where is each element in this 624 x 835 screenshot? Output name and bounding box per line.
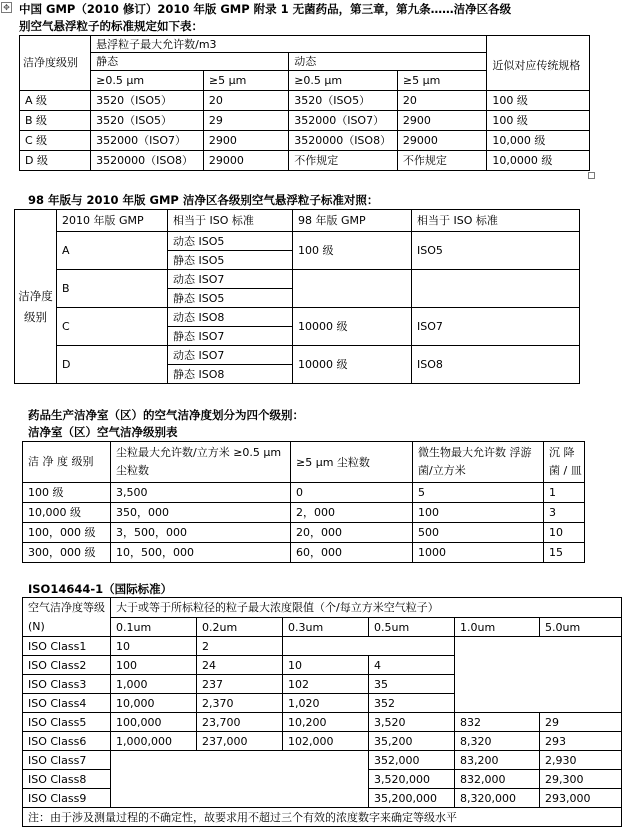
grade-cell: C bbox=[57, 308, 168, 346]
table-cell: 3520000（ISO8） bbox=[91, 151, 204, 171]
table-cell: 不作规定 bbox=[397, 151, 486, 171]
table-cell: 2900 bbox=[203, 131, 288, 151]
table-cell: 352000（ISO7） bbox=[289, 111, 398, 131]
table-cell: 300，000 级 bbox=[23, 543, 111, 563]
size-header: 0.3um bbox=[283, 618, 369, 637]
table-cell: 3，500，000 bbox=[111, 523, 291, 543]
table-cell: 5 bbox=[413, 483, 544, 503]
table-cell: 2900 bbox=[397, 111, 486, 131]
table-cell: ISO Class8 bbox=[23, 770, 111, 789]
table-cell: 1,000 bbox=[111, 675, 197, 694]
table-cell: 100 级 bbox=[487, 91, 590, 111]
static-iso-cell: 静态 ISO7 bbox=[168, 327, 293, 346]
table-cell: 29 bbox=[203, 111, 288, 131]
max-count-header: 悬浮粒子最大允许数/m3 bbox=[91, 36, 487, 53]
size-header: 0.5um bbox=[369, 618, 455, 637]
table-cell: ISO Class6 bbox=[23, 732, 111, 751]
table-cell: ISO Class5 bbox=[23, 713, 111, 732]
size-header: 0.1um bbox=[111, 618, 197, 637]
table-cell: 1000 bbox=[413, 543, 544, 563]
gmp98-cell: 10000 级 bbox=[293, 308, 412, 346]
iso14644-table bbox=[22, 597, 622, 827]
gmp98-cell bbox=[293, 270, 412, 308]
table-cell: C 级 bbox=[20, 131, 91, 151]
table-cell: 20 bbox=[397, 91, 486, 111]
iso-note: 注：由于涉及测量过程的不确定性，故要求用不超过三个有效的浓度数字来确定等级水平 bbox=[23, 808, 622, 827]
table-cell: 2,930 bbox=[540, 751, 622, 770]
table-cell: ISO Class9 bbox=[23, 789, 111, 808]
corner-cell bbox=[15, 210, 57, 232]
table-cell: 10 bbox=[283, 656, 369, 675]
table-cell: 3,520 bbox=[369, 713, 455, 732]
table-cell: 293,000 bbox=[540, 789, 622, 808]
table-cell: 350，000 bbox=[111, 503, 291, 523]
section2-heading: 98 年版与 2010 年版 GMP 洁净区各级别空气悬浮粒子标准对照： bbox=[28, 193, 379, 207]
table-cell: 29,300 bbox=[540, 770, 622, 789]
table-cell: 100 bbox=[413, 503, 544, 523]
table-cell: 100 级 bbox=[487, 111, 590, 131]
table-cell: ISO Class4 bbox=[23, 694, 111, 713]
table-cell: 29 bbox=[540, 713, 622, 732]
table-cell bbox=[455, 637, 622, 713]
table-cell: 1,000,000 bbox=[111, 732, 197, 751]
table-cell: ISO Class2 bbox=[23, 656, 111, 675]
table-cell: 237 bbox=[197, 675, 283, 694]
table-cell: 3 bbox=[544, 503, 585, 523]
table-cell: 352 bbox=[369, 694, 455, 713]
table-cell: B 级 bbox=[20, 111, 91, 131]
table-cell: 60，000 bbox=[291, 543, 413, 563]
table-cell: ISO Class1 bbox=[23, 637, 111, 656]
static-header: 静态 bbox=[91, 53, 289, 71]
grade-header: 洁净度级别 bbox=[20, 36, 91, 91]
size-header: 0.2um bbox=[197, 618, 283, 637]
iso98-cell: ISO5 bbox=[412, 232, 580, 270]
table-cell: 不作规定 bbox=[289, 151, 398, 171]
iso98-cell: ISO8 bbox=[412, 346, 580, 384]
static-iso-cell: 静态 ISO5 bbox=[168, 251, 293, 270]
grade-cell: B bbox=[57, 270, 168, 308]
section3-heading-line1: 药品生产洁净室（区）的空气洁净度划分为四个级别： bbox=[28, 408, 304, 422]
dynamic-header: 动态 bbox=[289, 53, 487, 71]
section1-heading-line2: 别空气悬浮粒子的标准规定如下表： bbox=[19, 19, 203, 33]
col-iso-header: 相当于 ISO 标准 bbox=[168, 210, 293, 232]
table-cell: 15 bbox=[544, 543, 585, 563]
static-5-header: ≥5 μm bbox=[203, 71, 288, 91]
table-cell: 8,320,000 bbox=[455, 789, 540, 808]
table-cell: 10,000 级 bbox=[487, 131, 590, 151]
dust5-header: ≥5 μm 尘粒数 bbox=[291, 442, 413, 483]
table-cell: 3520（ISO5） bbox=[91, 91, 204, 111]
table-cell: 500 bbox=[413, 523, 544, 543]
table-cell: 3520（ISO5） bbox=[289, 91, 398, 111]
table-cell: 20，000 bbox=[291, 523, 413, 543]
table-cell: 1,020 bbox=[283, 694, 369, 713]
table-cell: 102 bbox=[283, 675, 369, 694]
concentration-header: 大于或等于所标粒径的粒子最大浓度限值（个/每立方米空气粒子） bbox=[111, 598, 622, 618]
table-cell: 8,320 bbox=[455, 732, 540, 751]
table-cell: A 级 bbox=[20, 91, 91, 111]
col-98-header: 98 年版 GMP bbox=[293, 210, 412, 232]
size-header: 1.0um bbox=[455, 618, 540, 637]
table-cell: 83,200 bbox=[455, 751, 540, 770]
table-cell: 10,0000 级 bbox=[487, 151, 590, 171]
gmp98-cell: 10000 级 bbox=[293, 346, 412, 384]
section1-heading-line1: 中国 GMP（2010 修订）2010 年版 GMP 附录 1 无菌药品，第三章，第九条……洁净区各级 bbox=[19, 2, 512, 16]
size-header: 5.0um bbox=[540, 618, 622, 637]
table-cell: 0 bbox=[291, 483, 413, 503]
settle-header: 沉 降 菌 / 皿 bbox=[544, 442, 585, 483]
col-2010-header: 2010 年版 GMP bbox=[57, 210, 168, 232]
gmp-compare-table bbox=[14, 209, 580, 384]
microbe-header: 微生物最大允许数 浮游菌/立方米 bbox=[413, 442, 544, 483]
table-cell: ISO Class7 bbox=[23, 751, 111, 770]
table-cell: 100，000 级 bbox=[23, 523, 111, 543]
table-cell: 352,000 bbox=[369, 751, 455, 770]
table-cell: 35 bbox=[369, 675, 455, 694]
table-cell bbox=[111, 751, 369, 808]
table-cell: 100,000 bbox=[111, 713, 197, 732]
table-cell: 237,000 bbox=[197, 732, 283, 751]
table-cell: 3,520,000 bbox=[369, 770, 455, 789]
table-cell: 352000（ISO7） bbox=[91, 131, 204, 151]
table-cell: D 级 bbox=[20, 151, 91, 171]
table-cell: 29000 bbox=[203, 151, 288, 171]
table-cell: 3520（ISO5） bbox=[91, 111, 204, 131]
table-cell: 10 bbox=[544, 523, 585, 543]
table-resize-handle[interactable] bbox=[588, 172, 595, 179]
table-cell: 10 bbox=[111, 637, 197, 656]
table-cell: 29000 bbox=[397, 131, 486, 151]
grade-cell: A bbox=[57, 232, 168, 270]
dynamic-iso-cell: 动态 ISO7 bbox=[168, 346, 293, 365]
table-cell: 35,200,000 bbox=[369, 789, 455, 808]
static-iso-cell: 静态 ISO5 bbox=[168, 289, 293, 308]
table-cell: 832,000 bbox=[455, 770, 540, 789]
table-cell: 3520000（ISO8） bbox=[289, 131, 398, 151]
dynamic-iso-cell: 动态 ISO5 bbox=[168, 232, 293, 251]
approx-header: 近似对应传统规格 bbox=[487, 36, 590, 91]
grade-header: 空气洁净度等级(N) bbox=[23, 598, 111, 637]
table-cell: 10，500，000 bbox=[111, 543, 291, 563]
table-cell: 4 bbox=[369, 656, 455, 675]
iso98-cell: ISO7 bbox=[412, 308, 580, 346]
dynamic-5-header: ≥5 μm bbox=[397, 71, 486, 91]
table-cell: ISO Class3 bbox=[23, 675, 111, 694]
table-cell: 24 bbox=[197, 656, 283, 675]
dust-max-header: 尘粒最大允许数/立方米 ≥0.5 μm 尘粒数 bbox=[111, 442, 291, 483]
table-cell: 10,000 级 bbox=[23, 503, 111, 523]
table-move-icon[interactable]: ✥ bbox=[1, 2, 12, 13]
table-cell: 102,000 bbox=[283, 732, 369, 751]
table-cell: 2,370 bbox=[197, 694, 283, 713]
cleanliness-side-label: 洁净度级别 bbox=[15, 232, 57, 384]
table-cell: 100 bbox=[111, 656, 197, 675]
table-cell bbox=[283, 637, 455, 656]
table-cell: 10,000 bbox=[111, 694, 197, 713]
table-cell: 20 bbox=[203, 91, 288, 111]
static-05-header: ≥0.5 μm bbox=[91, 71, 204, 91]
gmp98-cell: 100 级 bbox=[293, 232, 412, 270]
col-iso98-header: 相当于 ISO 标准 bbox=[412, 210, 580, 232]
dynamic-iso-cell: 动态 ISO8 bbox=[168, 308, 293, 327]
grade-header: 洁 净 度 级别 bbox=[23, 442, 111, 483]
table-cell: 3,500 bbox=[111, 483, 291, 503]
dynamic-iso-cell: 动态 ISO7 bbox=[168, 270, 293, 289]
section3-heading-line2: 洁净室（区）空气洁净级别表 bbox=[28, 425, 178, 439]
static-iso-cell: 静态 ISO8 bbox=[168, 365, 293, 384]
table-cell: 35,200 bbox=[369, 732, 455, 751]
iso98-cell bbox=[412, 270, 580, 308]
section4-heading: ISO14644-1（国际标准） bbox=[28, 582, 173, 596]
cleanroom-grade-table bbox=[22, 441, 585, 563]
table-cell: 10,200 bbox=[283, 713, 369, 732]
table-cell: 2 bbox=[197, 637, 283, 656]
table-cell: 1 bbox=[544, 483, 585, 503]
table-cell: 23,700 bbox=[197, 713, 283, 732]
table-cell: 293 bbox=[540, 732, 622, 751]
table-cell: 100 级 bbox=[23, 483, 111, 503]
gmp2010-table bbox=[19, 35, 590, 171]
grade-cell: D bbox=[57, 346, 168, 384]
table-cell: 2，000 bbox=[291, 503, 413, 523]
table-cell: 832 bbox=[455, 713, 540, 732]
dynamic-05-header: ≥0.5 μm bbox=[289, 71, 398, 91]
